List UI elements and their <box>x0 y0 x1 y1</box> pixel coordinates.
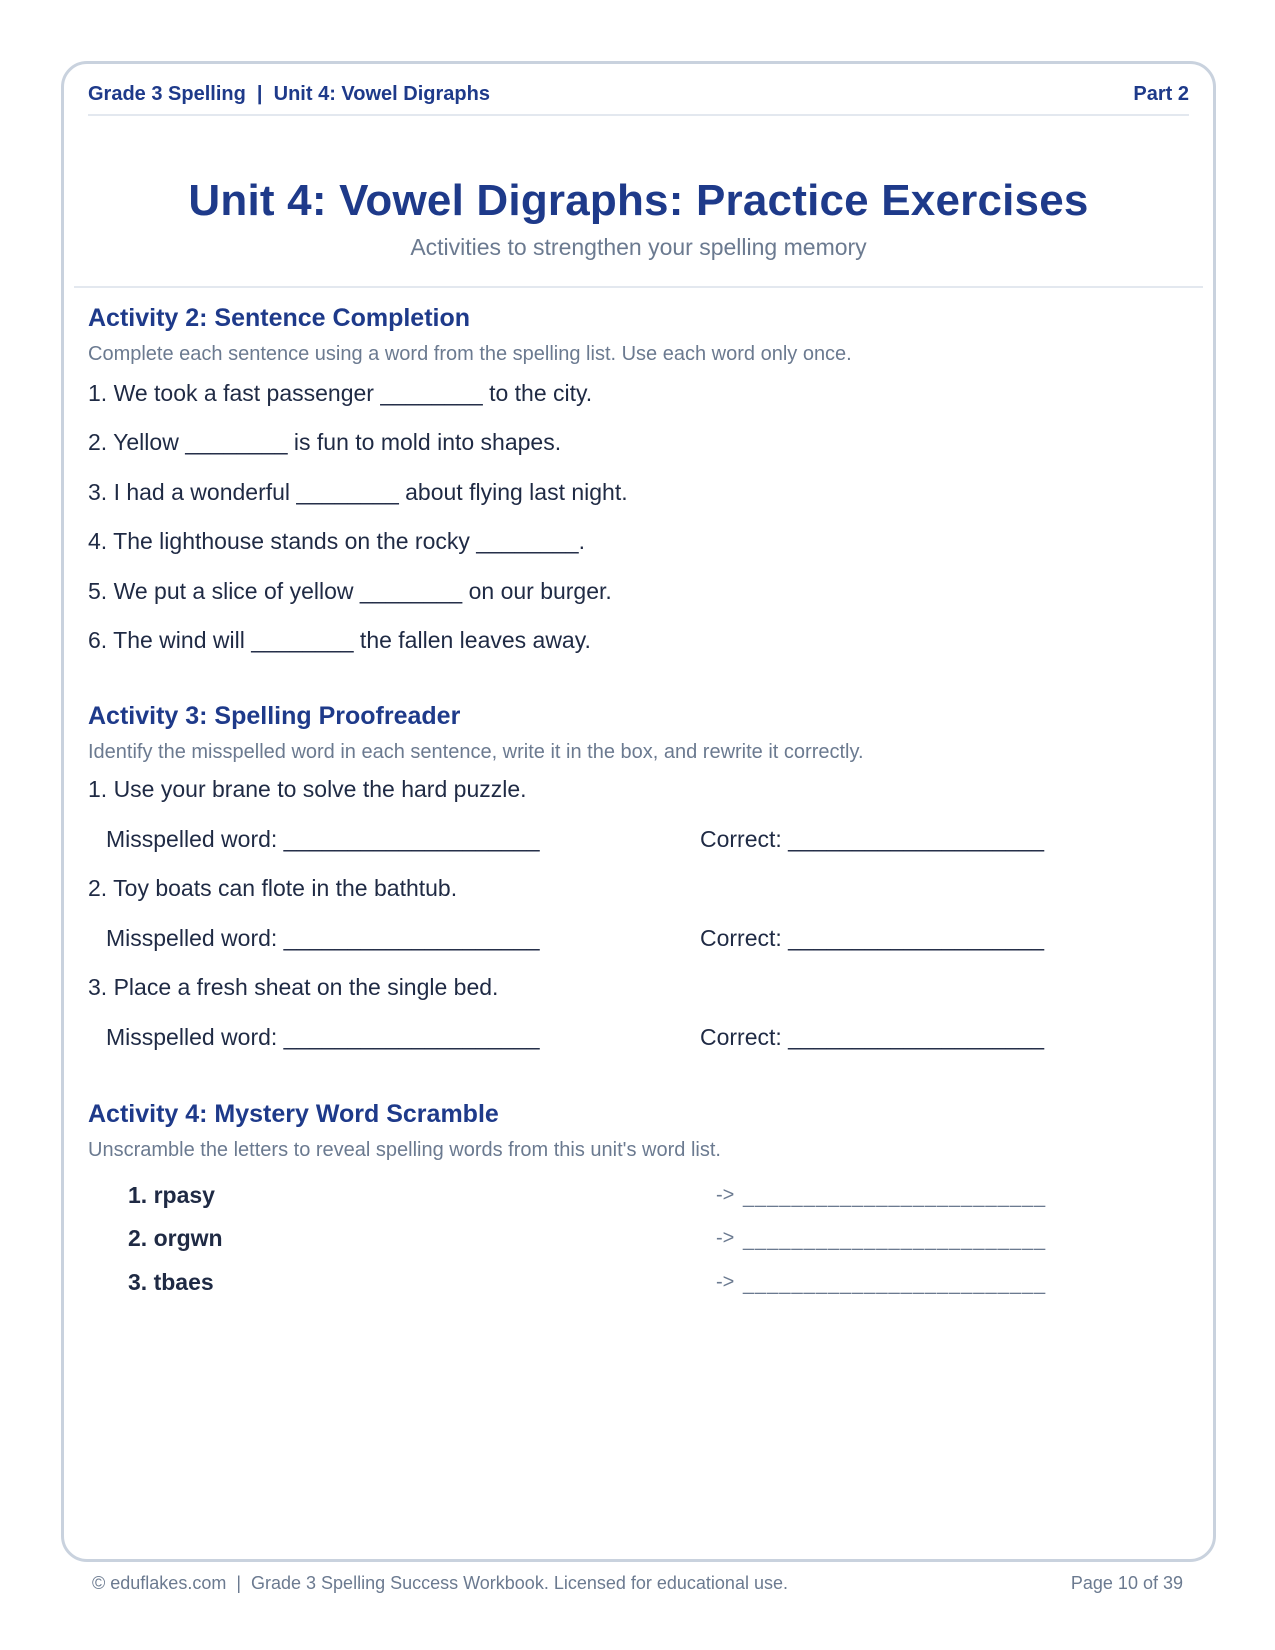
arrow-icon: -> <box>716 1271 735 1293</box>
activity-2-instructions: Complete each sentence using a word from the spelling list. Use each word only once. <box>88 343 852 365</box>
correct-word-field[interactable]: Correct: ____________________ <box>700 826 1045 852</box>
answer-line[interactable]: _________________________ <box>743 1229 1047 1251</box>
activity-4-instructions: Unscramble the letters to reveal spelling words from this unit's word list. <box>88 1139 721 1161</box>
proofread-sentence: 2. Toy boats can flote in the bathtub. <box>88 875 458 901</box>
title-block <box>74 176 1203 261</box>
sentence-item: 2. Yellow ________ is fun to mold into shapes. <box>88 429 562 455</box>
page-subtitle: Activities to strengthen your spelling memory <box>410 234 867 260</box>
sentence-item: 4. The lighthouse stands on the rocky ________. <box>88 528 585 554</box>
proofread-sentence: 1. Use your brane to solve the hard puzzle. <box>88 776 527 802</box>
proofread-sentence: 3. Place a fresh sheat on the single bed. <box>88 974 499 1000</box>
activity-3-section <box>88 702 1189 1062</box>
misspelled-word-field[interactable]: Misspelled word: ____________________ <box>106 925 540 951</box>
arrow-icon: -> <box>716 1227 735 1249</box>
activity-2-section <box>88 304 1189 664</box>
misspelled-word-field[interactable]: Misspelled word: ____________________ <box>106 1024 540 1050</box>
page-header <box>88 74 1189 116</box>
activity-3-title: Activity 3: Spelling Proofreader <box>88 702 461 730</box>
arrow-icon: -> <box>716 1184 735 1206</box>
sentence-item: 6. The wind will ________ the fallen leaves away. <box>88 627 591 653</box>
part-label: Part 2 <box>1133 82 1189 105</box>
sentence-item: 5. We put a slice of yellow ________ on our burger. <box>88 578 612 604</box>
sentence-item: 3. I had a wonderful ________ about flying last night. <box>88 479 628 505</box>
correct-word-field[interactable]: Correct: ____________________ <box>700 925 1045 951</box>
worksheet-page <box>61 61 1216 1562</box>
page-title: Unit 4: Vowel Digraphs: Practice Exercises <box>188 176 1089 225</box>
correct-word-field[interactable]: Correct: ____________________ <box>700 1024 1045 1050</box>
sentence-item: 1. We took a fast passenger ________ to the city. <box>88 380 593 406</box>
scrambled-word: 1. rpasy <box>128 1182 215 1208</box>
copyright-notice: © eduflakes.com | Grade 3 Spelling Success Workbook. Licensed for educational use. <box>92 1572 788 1593</box>
answer-line[interactable]: _________________________ <box>743 1186 1047 1208</box>
title-divider <box>74 286 1203 288</box>
activity-4-section <box>88 1100 1189 1320</box>
breadcrumb: Grade 3 Spelling | Unit 4: Vowel Digraphs <box>88 82 490 105</box>
page-number: Page 10 of 39 <box>1070 1572 1183 1593</box>
scrambled-word: 2. orgwn <box>128 1225 223 1251</box>
activity-3-instructions: Identify the misspelled word in each sentence, write it in the box, and rewrite it correctly. <box>88 741 864 763</box>
answer-line[interactable]: _________________________ <box>743 1273 1047 1295</box>
misspelled-word-field[interactable]: Misspelled word: ____________________ <box>106 826 540 852</box>
page-footer <box>92 1568 1183 1598</box>
activity-2-title: Activity 2: Sentence Completion <box>88 304 471 332</box>
activity-4-title: Activity 4: Mystery Word Scramble <box>88 1100 499 1128</box>
scrambled-word: 3. tbaes <box>128 1269 214 1295</box>
